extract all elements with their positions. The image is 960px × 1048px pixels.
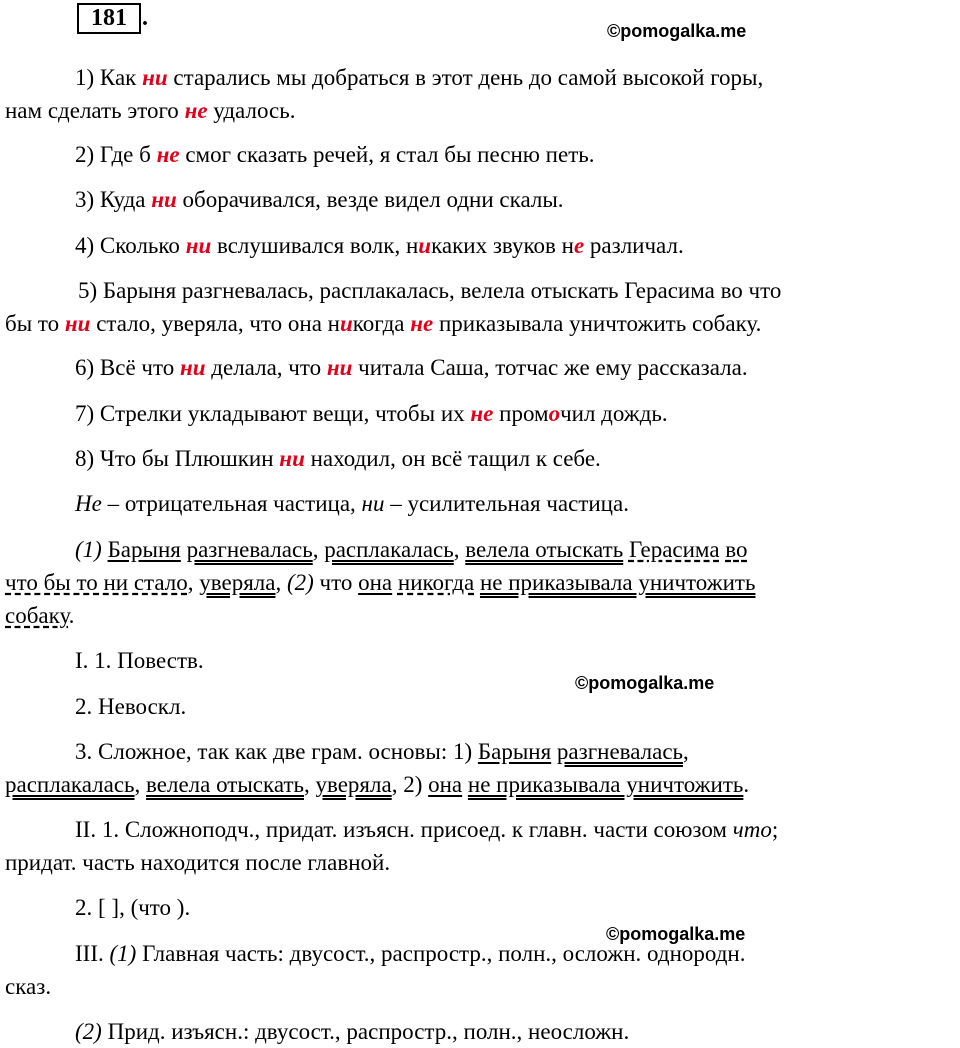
particle: ни (151, 187, 177, 212)
parse-line-1: (1) Барыня разгневалась, расплакалась, велела отыскать Герасима во (75, 537, 748, 562)
adverbial: никогда (397, 570, 475, 595)
parse-line-2: что бы то ни стало, уверяла, (2) что она никогда не приказывала уничтожить (5, 570, 756, 595)
sentence-2: 2) Где б не смог сказать речей, я стал бы песню петь. (75, 142, 595, 167)
spelling-letter: о (548, 401, 561, 426)
analysis-ii-1-line-2: придат. часть находится после главной. (5, 850, 391, 875)
sentence-5-line-2: бы то ни стало, уверяла, что она никогда не приказывала уничтожить собаку. (5, 311, 762, 336)
subject: Барыня (107, 537, 181, 562)
spelling-letter: и (418, 233, 432, 258)
particle: ни (185, 233, 212, 258)
exercise-number: 181 (77, 3, 141, 34)
predicate: разгневалась (556, 739, 684, 764)
sentence-1-line-1: 1) Как ни старались мы добраться в этот день до самой высокой горы, (75, 65, 764, 90)
watermark: ©pomogalka.me (607, 21, 747, 41)
sentence-5-line-1: 5) Барыня разгневалась, расплакалась, велела отыскать Герасима во что (78, 278, 782, 303)
particle: ни (142, 65, 168, 90)
particle: не (184, 98, 208, 123)
predicate: расплакалась (5, 772, 135, 797)
sentence-1-line-2: нам сделать этого не удалось. (5, 98, 296, 123)
particle: не (410, 311, 434, 336)
sentence-4: 4) Сколько ни вслушивался волк, никаких звуков не различал. (75, 233, 684, 258)
predicate: не приказывала уничтожить (467, 772, 744, 797)
particle: ни (326, 355, 353, 380)
exercise-number-dot: . (142, 5, 148, 31)
subject: она (358, 570, 393, 595)
predicate: расплакалась (324, 537, 454, 562)
adverbial: что бы то ни стало (5, 570, 188, 595)
watermark: ©pomogalka.me (606, 924, 746, 944)
sentence-7: 7) Стрелки укладывают вещи, чтобы их не промочил дождь. (75, 401, 668, 426)
watermark: ©pomogalka.me (575, 673, 715, 693)
analysis-iii-line-1: III. (1) Главная часть: двусост., распростр., полн., осложн. однородн. (75, 941, 746, 966)
predicate: уверяла (199, 570, 276, 595)
parse-line-3: собаку. (5, 603, 75, 628)
object: Герасима (628, 537, 720, 562)
particle: ни (64, 311, 91, 336)
sentence-8: 8) Что бы Плюшкин ни находил, он всё тащил к себе. (75, 446, 601, 471)
subject: она (428, 772, 463, 797)
subject: Барыня (477, 739, 552, 764)
sentence-6: 6) Всё что ни делала, что ни читала Саша, тотчас же ему рассказала. (75, 355, 748, 380)
predicate: разгневалась (186, 537, 313, 562)
analysis-i-3-line-1: 3. Сложное, так как две грам. основы: 1) Барыня разгневалась, (75, 739, 689, 764)
predicate: велела отыскать (146, 772, 304, 797)
particle: не (156, 142, 180, 167)
analysis-i-1: I. 1. Повеств. (75, 648, 204, 673)
analysis-i-2: 2. Невоскл. (75, 694, 187, 719)
analysis-i-3-line-2: расплакалась, велела отыскать, уверяла, 2) она не приказывала уничтожить. (5, 772, 750, 797)
predicate: велела отыскать (465, 537, 624, 562)
sentence-3: 3) Куда ни оборачивался, везде видел одни скалы. (75, 187, 564, 212)
analysis-ii-1-line-1: II. 1. Сложноподч., придат. изъясн. присоед. к главн. части союзом что; (75, 817, 779, 842)
particle: ни (179, 355, 206, 380)
predicate: не приказывала уничтожить (479, 570, 756, 595)
particle: ни (279, 446, 305, 471)
predicate: уверяла (315, 772, 392, 797)
spelling-letter: е (573, 233, 585, 258)
spelling-letter: и (340, 311, 353, 336)
analysis-iii-line-3: (2) Прид. изъясн.: двусост., распростр., полн., неосложн. (75, 1019, 630, 1044)
object: собаку (5, 603, 69, 628)
rule-statement: Не – отрицательная частица, ни – усилительная частица. (75, 491, 629, 516)
particle: не (470, 401, 494, 426)
analysis-ii-2: 2. [ ], (что ). (75, 895, 191, 920)
analysis-iii-line-2: сказ. (5, 974, 52, 999)
adverbial: во (725, 537, 748, 562)
